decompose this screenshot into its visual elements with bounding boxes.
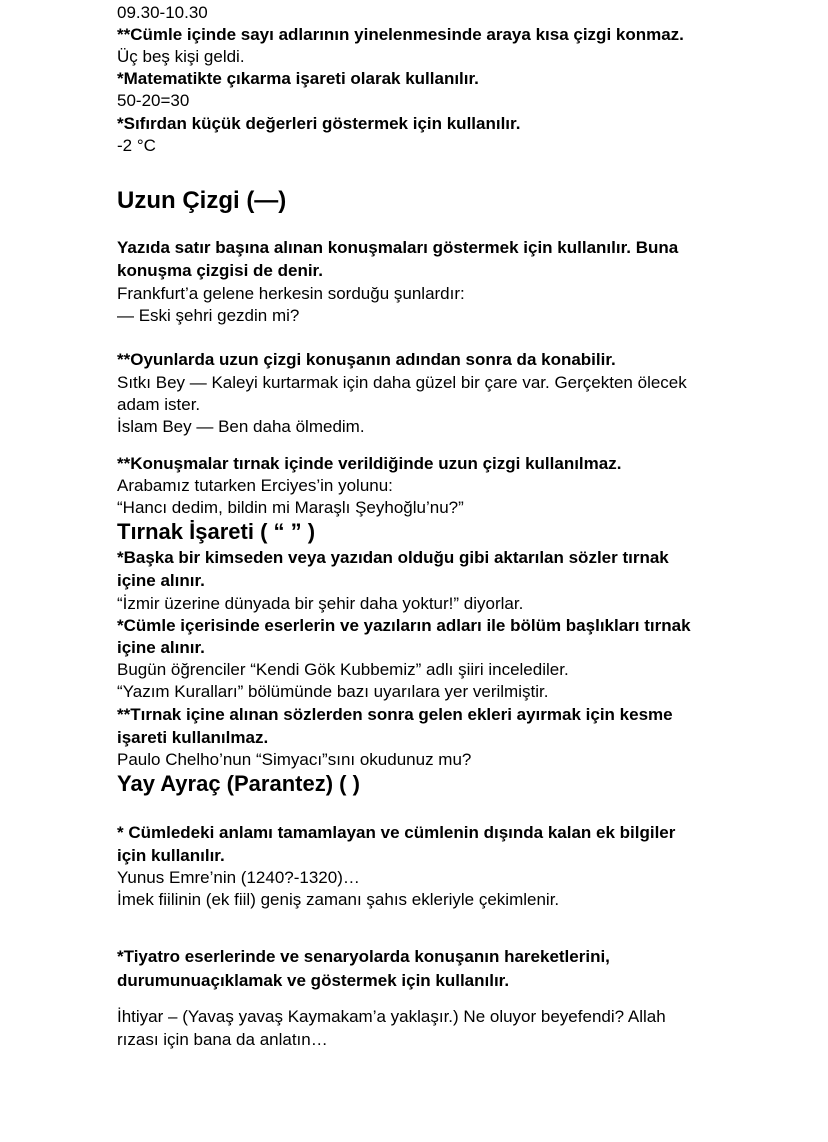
- example-text: Paulo Chelho’nun “Simyacı”sını okudunuz mu?: [117, 750, 472, 769]
- section-heading-uzun-cizgi: Uzun Çizgi (—): [117, 187, 287, 214]
- rule-text: içine alınır.: [117, 571, 205, 590]
- rule-text: işareti kullanılmaz.: [117, 728, 269, 747]
- section-heading-tirnak-isareti: Tırnak İşareti ( “ ” ): [117, 519, 316, 544]
- example-text: “İzmir üzerine dünyada bir şehir daha yoktur!” diyorlar.: [117, 594, 524, 613]
- rule-text: *Tiyatro eserlerinde ve senaryolarda konuşanın hareketlerini,: [117, 947, 610, 966]
- rule-text: **Oyunlarda uzun çizgi konuşanın adından sonra da konabilir.: [117, 350, 616, 369]
- example-text: “Hancı dedim, bildin mi Maraşlı Şeyhoğlu’nu?”: [117, 498, 464, 517]
- section-heading-yay-ayrac: Yay Ayraç (Parantez) ( ): [117, 771, 360, 796]
- rule-text: **Tırnak içine alınan sözlerden sonra gelen ekleri ayırmak için kesme: [117, 705, 673, 724]
- rule-text: Yazıda satır başına alınan konuşmaları göstermek için kullanılır. Buna: [117, 238, 679, 257]
- example-text: “Yazım Kuralları” bölümünde bazı uyarılara yer verilmiştir.: [117, 682, 549, 701]
- rule-text: *Matematikte çıkarma işareti olarak kullanılır.: [117, 69, 479, 88]
- rule-text: *Sıfırdan küçük değerleri göstermek için kullanılır.: [117, 114, 521, 133]
- rule-text: durumunuaçıklamak ve göstermek için kullanılır.: [117, 971, 510, 990]
- rule-text: **Konuşmalar tırnak içinde verildiğinde uzun çizgi kullanılmaz.: [117, 454, 622, 473]
- rule-text: içine alınır.: [117, 638, 205, 657]
- rule-text: **Cümle içinde sayı adlarının yinelenmesinde araya kısa çizgi konmaz.: [117, 25, 684, 44]
- example-text: — Eski şehri gezdin mi?: [117, 306, 300, 325]
- example-text: -2 °C: [117, 136, 156, 155]
- example-text: İmek fiilinin (ek fiil) geniş zamanı şahıs ekleriyle çekimlenir.: [117, 890, 560, 909]
- rule-text: *Başka bir kimseden veya yazıdan olduğu gibi aktarılan sözler tırnak: [117, 548, 669, 567]
- example-text: Sıtkı Bey — Kaleyi kurtarmak için daha güzel bir çare var. Gerçekten ölecek: [117, 373, 687, 392]
- example-text: Üç beş kişi geldi.: [117, 47, 245, 66]
- example-text: adam ister.: [117, 395, 201, 414]
- example-text: 50-20=30: [117, 91, 190, 110]
- example-time-range: 09.30-10.30: [117, 3, 208, 22]
- example-text: İslam Bey — Ben daha ölmedim.: [117, 417, 365, 436]
- rule-text: * Cümledeki anlamı tamamlayan ve cümlenin dışında kalan ek bilgiler: [117, 823, 676, 842]
- example-text: Yunus Emre’nin (1240?-1320)…: [117, 868, 360, 887]
- example-text: Arabamız tutarken Erciyes’in yolunu:: [117, 476, 393, 495]
- example-text: rızası için bana da anlatın…: [117, 1030, 328, 1049]
- example-text: Bugün öğrenciler “Kendi Gök Kubbemiz” adlı şiiri incelediler.: [117, 660, 569, 679]
- rule-text: *Cümle içerisinde eserlerin ve yazıların adları ile bölüm başlıkları tırnak: [117, 616, 691, 635]
- rule-text: için kullanılır.: [117, 846, 225, 865]
- example-text: İhtiyar – (Yavaş yavaş Kaymakam’a yaklaşır.) Ne oluyor beyefendi? Allah: [117, 1007, 666, 1026]
- rule-text: konuşma çizgisi de denir.: [117, 261, 323, 280]
- example-text: Frankfurt’a gelene herkesin sorduğu şunlardır:: [117, 284, 465, 303]
